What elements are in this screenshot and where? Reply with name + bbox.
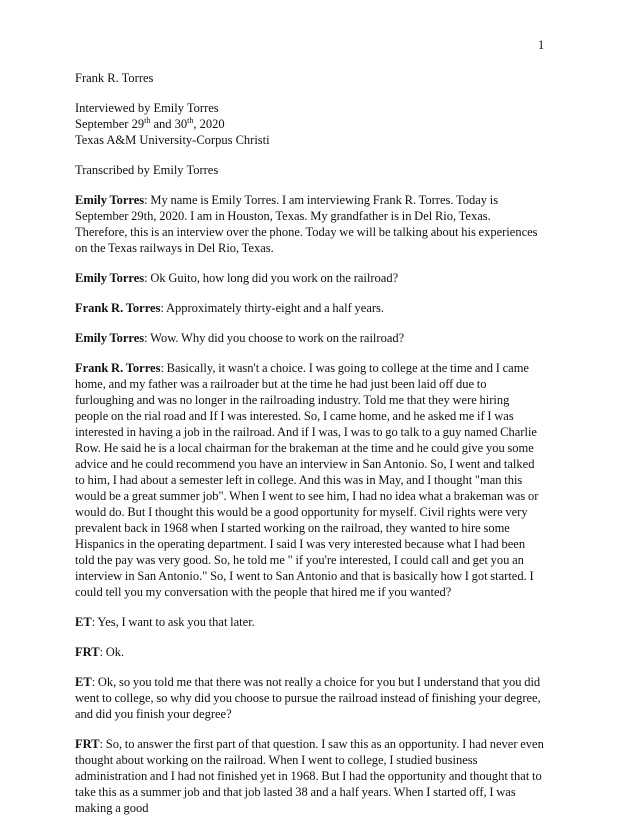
paragraph-text: : So, to answer the first part of that question. I saw this as an opportunity. I had never even thought about working on the railroad. When I went to college, I studied business administration and I had not finished yet in 1968. But I had the opportunity and thought that to take this as a summer job and that job lasted 38 and a half years. When I started off, I was making a good (75, 737, 544, 815)
transcript-header (75, 70, 545, 192)
speaker-label: Frank R. Torres (75, 361, 161, 375)
transcript-paragraph (75, 614, 545, 630)
transcript-paragraph (75, 360, 545, 600)
speaker-label: ET (75, 615, 92, 629)
transcript-paragraph (75, 330, 545, 346)
speaker-label: Emily Torres (75, 193, 145, 207)
transcribed-by: Transcribed by Emily Torres (75, 163, 219, 177)
speaker-label: Frank R. Torres (75, 301, 161, 315)
transcript-paragraph (75, 300, 545, 316)
paragraph-text: : Approximately thirty-eight and a half years. (160, 301, 385, 315)
transcript-body (75, 192, 545, 830)
interviewee-name: Frank R. Torres (75, 71, 154, 85)
interviewed-by: Interviewed by Emily Torres (75, 101, 219, 115)
speaker-label: Emily Torres (75, 331, 145, 345)
paragraph-text: : My name is Emily Torres. I am interviewing Frank R. Torres. Today is September 29th, 2020. I am in Houston, Texas. My grandfather is in Del Rio, Texas. Therefore, this is an interview over the phone. Today we will be talking about his experiences on the Texas railways in Del Rio, Texas. (75, 193, 538, 255)
paragraph-text: : Wow. Why did you choose to work on the railroad? (144, 331, 405, 345)
speaker-label: FRT (75, 737, 100, 751)
paragraph-text: : Ok Guito, how long did you work on the railroad? (144, 271, 399, 285)
paragraph-text: : Ok, so you told me that there was not really a choice for you but I understand that you did went to college, so why did you choose to pursue the railroad instead of finishing your degree, and did you finish your degree? (75, 675, 541, 721)
transcript-paragraph (75, 270, 545, 286)
speaker-label: FRT (75, 645, 100, 659)
speaker-label: Emily Torres (75, 271, 145, 285)
institution: Texas A&M University-Corpus Christi (75, 133, 270, 147)
interview-date: September 29th and 30th, 2020 (75, 115, 225, 131)
speaker-label: ET (75, 675, 92, 689)
transcript-paragraph (75, 644, 545, 660)
page-number: 1 (538, 38, 545, 52)
transcript-paragraph (75, 674, 545, 722)
paragraph-text: : Yes, I want to ask you that later. (91, 615, 255, 629)
transcript-paragraph (75, 192, 545, 256)
paragraph-text: : Ok. (99, 645, 125, 659)
transcript-paragraph (75, 736, 545, 816)
paragraph-text: : Basically, it wasn't a choice. I was going to college at the time and I came home, and my father was a railroader but at the time he had just been laid off due to furloughing and was no longer in the railroading industry. Told me that they were hiring people on the rial road and If I was interested. So, I came home, and he asked me if I was interested in having a job in the railroad. And if I was, I was to go talk to a guy named Charlie Row. He said he is a local chairman for the brakeman at the time and he could give you some advice and he could recommend you have an interview in San Antonio. So, I went and talked to him, I had about a semester left in college. And this was in May, and I thought "man this would be a great summer job". When I went to see him, I had no idea what a brakeman was or would do. But I thought this would be a good opportunity for myself. Civil rights were very prevalent back in 1968 when I started working on the railroad, they wanted to hire some Hispanics in the operating department. I said I was very interested because what I had been told the pay was very good. So, he told me " if you're interested, I could call and get you an interview in San Antonio." So, I went to San Antonio and that is basically how I got started. I could tell you my conversation with the people that hired me if you wanted? (75, 361, 539, 599)
